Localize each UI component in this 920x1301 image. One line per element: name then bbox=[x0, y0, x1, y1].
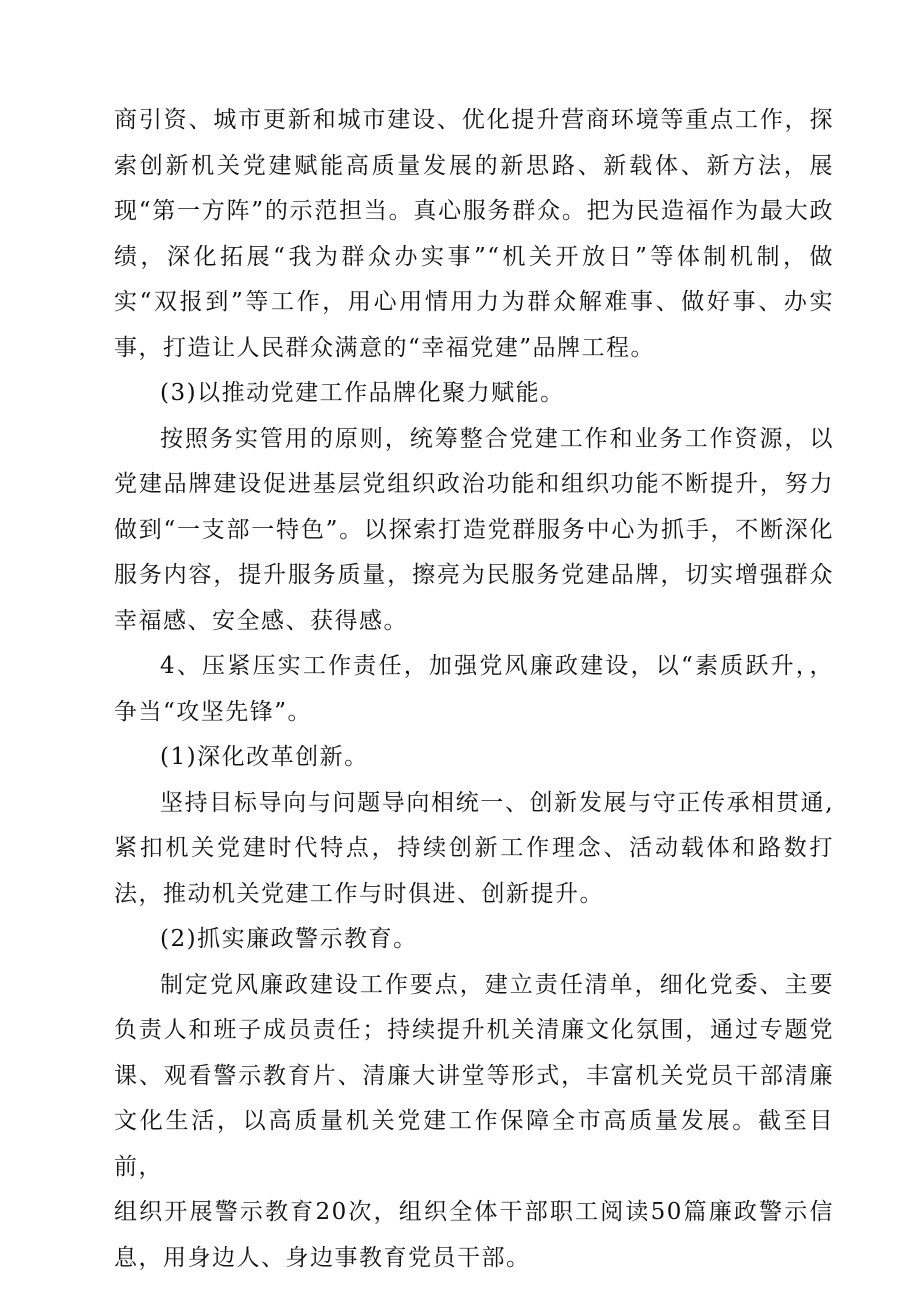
paragraph-warning-education-stats: 组织开展警示教育20次，组织全体干部职工阅读50篇廉政警示信息，用身边人、身边事教育党员干部。 bbox=[114, 1199, 834, 1271]
paragraph-party-brand: 按照务实管用的原则，统筹整合党建工作和业务工作资源，以党建品牌建设促进基层党组织政治功能和组织功能不断提升，努力做到“一支部一特色”。以探索打造党群服务中心为抓手，不断深化服务内容，提升服务质量，擦亮为民服务党建品牌，切实增强群众幸福感、安全感、获得感。 bbox=[114, 425, 834, 634]
section-heading-4: 4、压紧压实工作责任，加强党风廉政建设，以“素质跃升，，争当“攻坚先锋”。 bbox=[114, 653, 834, 725]
document-body bbox=[114, 98, 834, 1281]
subheading-3: (3)以推动党建工作品牌化聚力赋能。 bbox=[160, 380, 565, 406]
subheading-1: (1)深化改革创新。 bbox=[160, 744, 369, 770]
paragraph-reform-innovation: 坚持目标导向与问题导向相统一、创新发展与守正传承相贯通,紧扣机关党建时代特点，持续创新工作理念、活动载体和路数打法，推动机关党建工作与时俱进、创新提升。 bbox=[114, 789, 834, 907]
paragraph-continued: 商引资、城市更新和城市建设、优化提升营商环境等重点工作，探索创新机关党建赋能高质量发展的新思路、新载体、新方法，展现“第一方阵”的示范担当。真心服务群众。把为民造福作为最大政绩，深化拓展“我为群众办实事”“机关开放日”等体制机制，做实“双报到”等工作，用心用情用力为群众解难事、做好事、办实事，打造让人民群众满意的“幸福党建”品牌工程。 bbox=[114, 107, 834, 361]
paragraph-integrity-education: 制定党风廉政建设工作要点，建立责任清单，细化党委、主要负责人和班子成员责任；持续提升机关清廉文化氛围，通过专题党课、观看警示教育片、清廉大讲堂等形式，丰富机关党员干部清廉文化生活，以高质量机关党建工作保障全市高质量发展。截至目前， bbox=[114, 971, 834, 1180]
subheading-2: (2)抓实廉政警示教育。 bbox=[160, 926, 418, 952]
